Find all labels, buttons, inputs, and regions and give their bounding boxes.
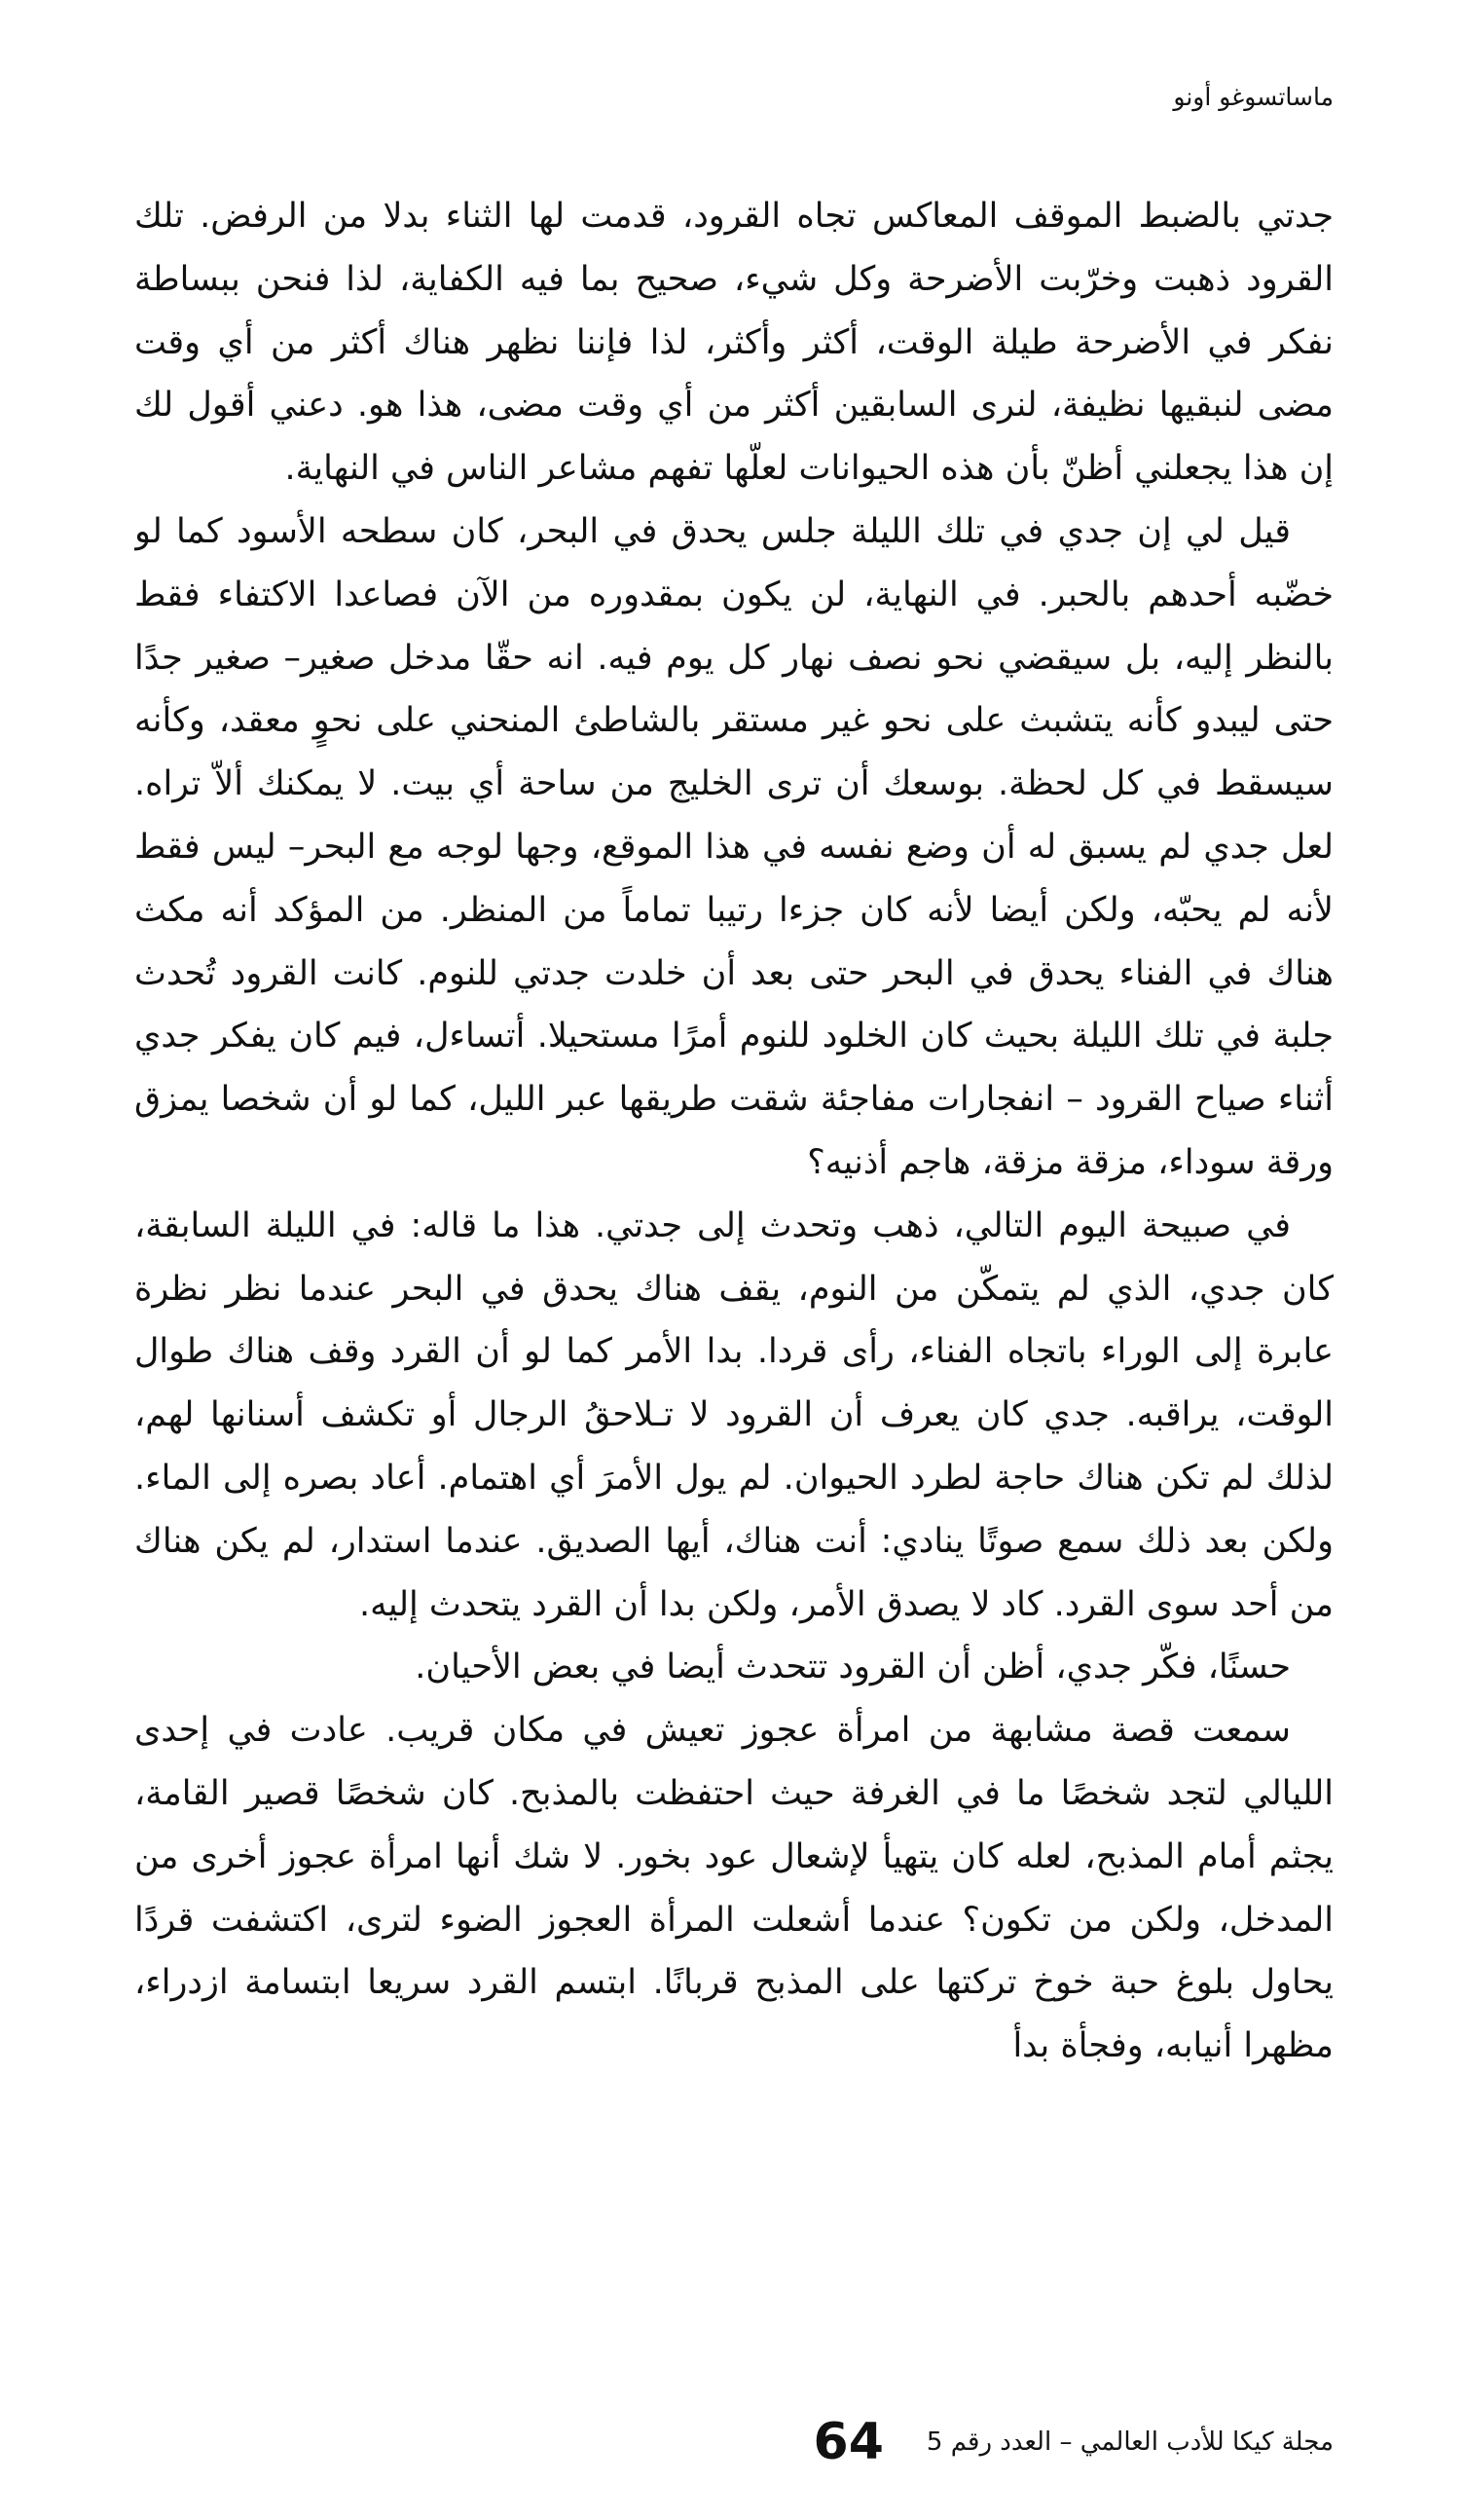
paragraph-5: سمعت قصة مشابهة من امرأة عجوز تعيش في مكان قريب. عادت في إحدى الليالي لتجد شخصًا ما في الغرفة حيث احتفظت بالمذبح. كان شخصًا قصير القامة، يجثم أمام المذبح، لعله كان يتهيأ لإشعال عود بخور. لا شك أنها امرأة عجوز أخرى من المدخل، ولكن من تكون؟ عندما أشعلت المرأة العجوز الضوء لترى، اكتشفت قردًا يحاول بلوغ حبة خوخ تركتها على المذبح قربانًا. ابتسم القرد سريعا ابتسامة ازدراء، مظهرا أنيابه، وفجأة بدأ (134, 1711, 1334, 2066)
paragraph-3: في صبيحة اليوم التالي، ذهب وتحدث إلى جدتي. هذا ما قاله: في الليلة السابقة، كان جدي، الذي لم يتمكّن من النوم، يقف هناك يحدق في البحر عندما نظر نظرة عابرة إلى الوراء باتجاه الفناء، رأى قردا. بدا الأمر كما لو أن القرد وقف هناك طوال الوقت، يراقبه. جدي كان يعرف أن القرود لا تـلاحقُ الرجال أو تكشف أسنانها لهم، لذلك لم تكن هناك حاجة لطرد الحيوان. لم يول الأمرَ أي اهتمام. أعاد بصره إلى الماء. ولكن بعد ذلك سمع صوتًا ينادي: أنت هناك، أيها الصديق. عندما استدار، لم يكن هناك من أحد سوى القرد. كاد لا يصدق الأمر، ولكن بدا أن القرد يتحدث إليه. (134, 1205, 1334, 1624)
paragraph-1: جدتي بالضبط الموقف المعاكس تجاه القرود، قدمت لها الثناء بدلا من الرفض. تلك القرود ذهبت وخرّبت الأضرحة وكل شيء، صحيح بما فيه الكفاية، لذا فنحن ببساطة نفكر في الأضرحة طيلة الوقت، أكثر وأكثر، لذا فإننا نظهر هناك أكثر من أي وقت مضى لنبقيها نظيفة، لنرى السابقين أكثر من أي وقت مضى، هذا هو. دعني أقول لك إن هذا يجعلني أظنّ بأن هذه الحيوانات لعلّها تفهم مشاعر الناس في النهاية. (134, 197, 1334, 489)
article-body (134, 185, 1334, 2288)
paragraph-2: قيل لي إن جدي في تلك الليلة جلس يحدق في البحر، كان سطحه الأسود كما لو خضّبه أحدهم بالحبر. في النهاية، لن يكون بمقدوره من الآن فصاعدا الاكتفاء فقط بالنظر إليه، بل سيقضي نحو نصف نهار كل يوم فيه. انه حقّا مدخل صغير– صغير جدًا حتى ليبدو كأنه يتشبث على نحو غير مستقر بالشاطئ المنحني على نحوٍ معقد، وكأنه سيسقط في كل لحظة. بوسعك أن ترى الخليج من ساحة أي بيت. لا يمكنك ألاّ تراه. لعل جدي لم يسبق له أن وضع نفسه في هذا الموقع، وجها لوجه مع البحر– ليس فقط لأنه لم يحبّه، ولكن أيضا لأنه كان جزءا رتيبا تماماً من المنظر. من المؤكد أنه مكث هناك في الفناء يحدق في البحر حتى بعد أن خلدت جدتي للنوم. كانت القرود تُحدث جلبة في تلك الليلة بحيث كان الخلود للنوم أمرًا مستحيلا. أتساءل، فيم كان يفكر جدي أثناء صياح القرود – انفجارات مفاجئة شقت طريقها عبر الليل، كما لو أن شخصا يمزق ورقة سوداء، مزقة مزقة، هاجم أذنيه؟ (134, 511, 1334, 1182)
page-footer (130, 2413, 1334, 2471)
page-number: 64 (813, 2413, 884, 2471)
journal-title: مجلة كيكا للأدب العالمي – العدد رقم 5 (926, 2427, 1334, 2457)
running-header-author: ماساتسوغو أونو (1173, 83, 1334, 111)
paragraph-4: حسنًا، فكّر جدي، أظن أن القرود تتحدث أيضا في بعض الأحيان. (415, 1648, 1291, 1687)
